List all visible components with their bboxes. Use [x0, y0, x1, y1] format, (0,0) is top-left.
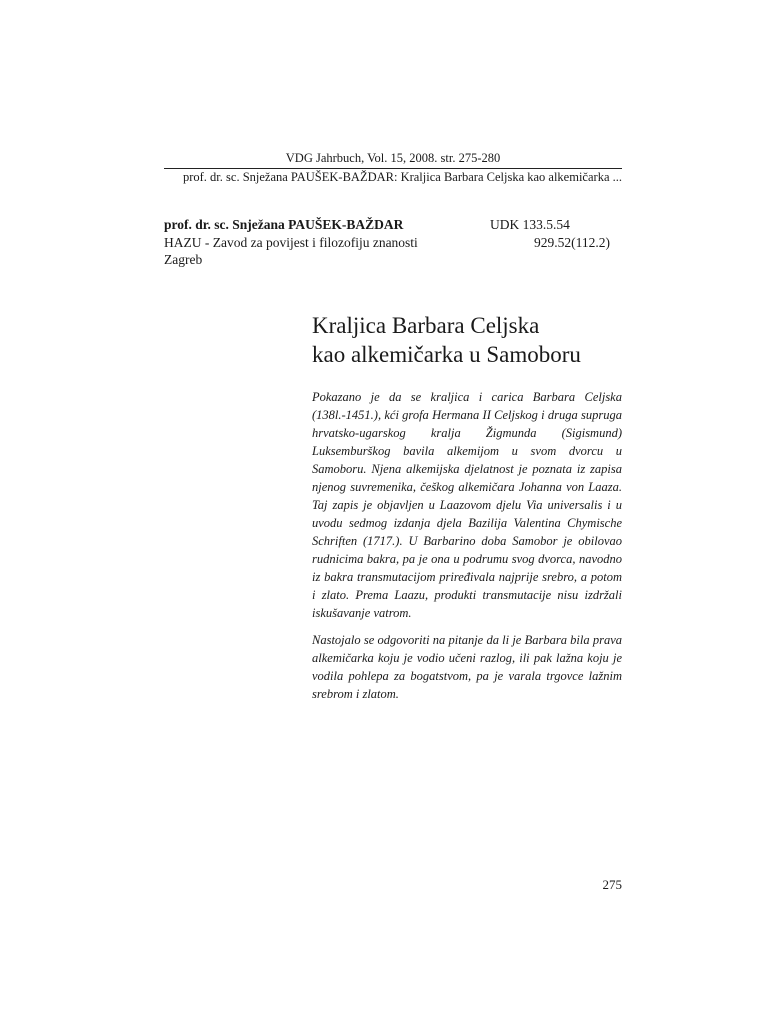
page-number: 275 [602, 877, 622, 892]
article-title [312, 311, 632, 369]
udk-line-2: 929.52(112.2) [534, 234, 610, 250]
institution-city: Zagreb [164, 252, 203, 267]
abstract [312, 388, 622, 712]
article-title-line-1: Kraljica Barbara Celjska [312, 313, 540, 338]
header-rule [164, 168, 622, 169]
institution-name: HAZU - Zavod za povijest i filozofiju znanosti [164, 234, 418, 250]
author-affiliation [164, 216, 464, 269]
udk-classification [490, 216, 610, 251]
udk-line-1: UDK 133.5.54 [490, 217, 570, 232]
abstract-paragraph-2: Nastojalo se odgovoriti na pitanje da li je Barbara bila prava alkemičarka koju je vodio učeni razlog, ili pak lažna koju je vodila pohlepa za bogatstvom, pa je varala trgovce lažnim srebrom i zlatom. [312, 633, 622, 701]
abstract-paragraph-1: Pokazano je da se kraljica i carica Barbara Celjska (138l.-1451.), kći grofa Hermana II Celjskog i druga supruga hrvatsko-ugarskog kralja Žigmunda (Sigismund) Luksemburškog bavila alkemijom u svom dvorcu u Samoboru. Njena alkemijska djelatnost je poznata iz zapisa njenog suvremenika, češkog alkemičara Johanna von Laaza. Taj zapis je objavljen u Laazovom djelu Via universalis i u uvodu sedmog izdanja djela Bazilija Valentina Chymische Schriften (1717.). U Barbarino doba Samobor je obilovao rudnicima bakra, pa je ona u podrumu svog dvorca, navodno iz bakra transmutacijom priređivala najprije srebro, a potom i zlato. Prema Laazu, produkti transmutacije nisu izdržali iskušavanje vatrom. [312, 390, 622, 620]
article-title-line-2: kao alkemičarka u Samoboru [312, 342, 581, 367]
running-head-author-title: prof. dr. sc. Snježana PAUŠEK-BAŽDAR: Kraljica Barbara Celjska kao alkemičarka ... [182, 170, 622, 184]
running-head-journal: VDG Jahrbuch, Vol. 15, 2008. str. 275-280 [285, 151, 501, 165]
author-name: prof. dr. sc. Snježana PAUŠEK-BAŽDAR [164, 217, 404, 232]
